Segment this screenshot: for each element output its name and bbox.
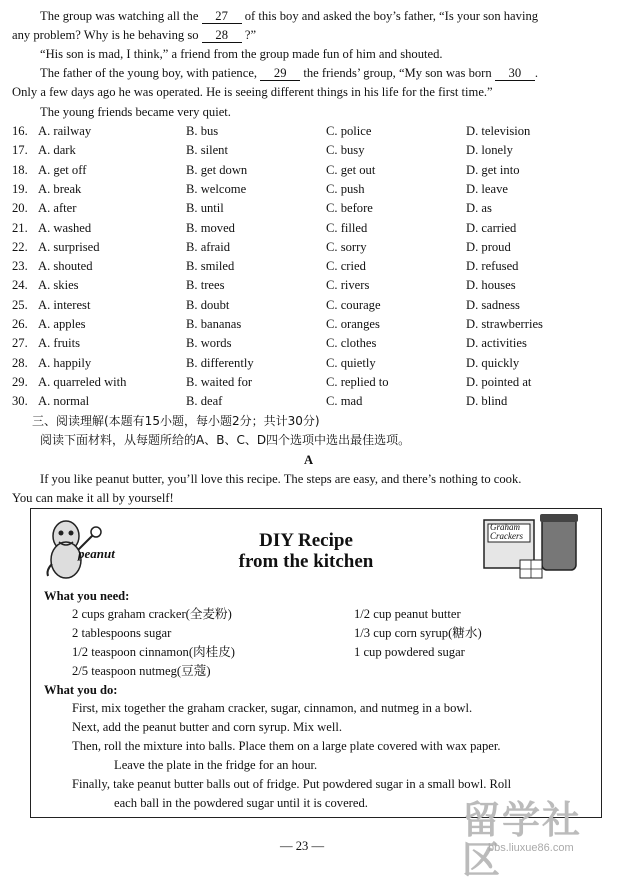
option-d: D. refused — [466, 259, 519, 274]
step-line: Leave the plate in the fridge for an hour. — [114, 758, 318, 772]
section-instruction: 阅读下面材料，从每题所给的A、B、C、D四个选项中选出最佳选项。 — [40, 433, 411, 447]
option-b: B. smiled — [186, 259, 235, 274]
section-heading: 三、阅读理解(本题有15小题，每小题2分；共计30分) — [32, 414, 320, 428]
option-a: A. shouted — [38, 259, 93, 274]
option-a: A. fruits — [38, 336, 80, 351]
question-number: 21. — [12, 220, 28, 235]
ingredient-item: 1/2 teaspoon cinnamon(肉桂皮) — [72, 645, 235, 659]
option-c: C. get out — [326, 162, 376, 177]
option-a: A. quarreled with — [38, 374, 127, 389]
blank-28: 28 — [202, 29, 242, 43]
option-a: A. get off — [38, 162, 87, 177]
ingredient-item: 2/5 teaspoon nutmeg(豆蔻) — [72, 664, 211, 678]
option-b: B. welcome — [186, 181, 247, 196]
passage-line-4: The father of the young boy, with patience, 29 the friends’ group, “My son was born 30 . — [40, 66, 538, 80]
option-b: B. doubt — [186, 297, 230, 312]
question-number: 19. — [12, 181, 28, 196]
option-c: C. oranges — [326, 317, 380, 331]
passage-line-6: The young friends became very quiet. — [40, 105, 231, 119]
option-d: D. pointed at — [466, 374, 532, 389]
option-b: B. bananas — [186, 317, 242, 331]
option-d: D. quickly — [466, 355, 520, 370]
option-c: C. replied to — [326, 374, 389, 389]
question-number: 28. — [12, 355, 28, 370]
option-d: D. leave — [466, 181, 508, 196]
option-d: D. get into — [466, 162, 520, 177]
blank-30: 30 — [495, 67, 535, 81]
option-a: A. skies — [38, 278, 79, 293]
option-a: A. dark — [38, 143, 76, 158]
step-line: Finally, take peanut butter balls out of fridge. Put powdered sugar in a small bowl. Roll — [72, 777, 512, 791]
blank-27: 27 — [202, 10, 242, 24]
question-number: 27. — [12, 336, 28, 351]
ingredient-item: 1/3 cup corn syrup(糖水) — [354, 626, 482, 640]
ingredient-item: 1 cup powdered sugar — [354, 645, 465, 659]
recipe-title-line-2: from the kitchen — [238, 551, 374, 572]
step-line: Next, add the peanut butter and corn syrup. Mix well. — [72, 720, 342, 734]
question-number: 29. — [12, 374, 28, 389]
recipe-title-line-1: DIY Recipe — [259, 530, 353, 551]
option-b: B. silent — [186, 143, 228, 158]
question-number: 16. — [12, 124, 28, 138]
option-c: C. busy — [326, 143, 365, 158]
ingredient-item: 2 cups graham cracker(全麦粉) — [72, 607, 232, 621]
ingredient-item: 2 tablespoons sugar — [72, 626, 172, 640]
step-line: Then, roll the mixture into balls. Place them on a large plate covered with wax paper. — [72, 739, 501, 753]
option-b: B. trees — [186, 278, 225, 293]
question-number: 18. — [12, 162, 28, 177]
option-d: D. blind — [466, 394, 508, 409]
box-label-1: Graham — [490, 522, 521, 532]
option-a: A. railway — [38, 124, 92, 138]
option-a: A. happily — [38, 355, 92, 370]
option-d: D. as — [466, 201, 492, 216]
passage-label: A — [304, 453, 314, 467]
option-a: A. surprised — [38, 239, 100, 254]
question-number: 25. — [12, 297, 28, 312]
option-b: B. waited for — [186, 374, 253, 389]
option-d: D. television — [466, 124, 531, 138]
option-c: C. quietly — [326, 355, 376, 370]
question-number: 30. — [12, 394, 28, 409]
option-d: D. lonely — [466, 143, 513, 158]
option-c: C. push — [326, 181, 365, 196]
option-d: D. houses — [466, 278, 516, 293]
question-number: 26. — [12, 317, 28, 331]
ingredient-item: 1/2 cup peanut butter — [354, 607, 461, 621]
option-b: B. afraid — [186, 239, 231, 254]
question-number: 24. — [12, 278, 28, 293]
option-c: C. rivers — [326, 278, 370, 293]
intro-line-2: You can make it all by yourself! — [12, 491, 174, 505]
option-c: C. clothes — [326, 336, 377, 351]
option-d: D. sadness — [466, 297, 520, 312]
option-a: A. break — [38, 181, 82, 196]
option-c: C. cried — [326, 259, 366, 274]
option-c: C. sorry — [326, 239, 367, 254]
option-b: B. moved — [186, 220, 235, 235]
blank-29: 29 — [260, 67, 300, 81]
need-heading: What you need: — [44, 589, 130, 603]
passage-line-2: any problem? Why is he behaving so 28 ?” — [12, 28, 257, 42]
question-number: 17. — [12, 143, 28, 158]
page-number: — 23 — — [280, 839, 325, 853]
do-heading: What you do: — [44, 683, 118, 697]
option-c: C. police — [326, 124, 372, 138]
passage-line-1: The group was watching all the 27 of this boy and asked the boy’s father, “Is your son having — [40, 9, 539, 23]
option-a: A. apples — [38, 317, 86, 331]
question-number: 23. — [12, 259, 28, 274]
option-c: C. courage — [326, 297, 381, 312]
option-b: B. bus — [186, 124, 219, 138]
step-line: First, mix together the graham cracker, sugar, cinnamon, and nutmeg in a bowl. — [72, 701, 473, 715]
option-a: A. washed — [38, 220, 92, 235]
watermark-url: bbs.liuxue86.com — [488, 842, 574, 854]
watermark-logo: 留学社区 — [462, 798, 583, 882]
step-line: each ball in the powdered sugar until it is covered. — [114, 796, 368, 810]
option-b: B. words — [186, 336, 232, 351]
option-d: D. carried — [466, 220, 517, 235]
intro-line-1: If you like peanut butter, you’ll love this recipe. The steps are easy, and there’s nothing to cook. — [40, 472, 522, 486]
option-d: D. strawberries — [466, 317, 543, 331]
box-label-2: Crackers — [490, 531, 523, 541]
option-c: C. before — [326, 201, 373, 216]
option-b: B. deaf — [186, 394, 223, 409]
option-b: B. until — [186, 201, 224, 216]
option-b: B. get down — [186, 162, 248, 177]
passage-line-5: Only a few days ago he was operated. He is seeing different things in his life for the first time.” — [12, 85, 493, 99]
question-number: 20. — [12, 201, 28, 216]
option-a: A. interest — [38, 297, 91, 312]
option-d: D. activities — [466, 336, 527, 351]
peanut-logo-text: peanut — [78, 546, 115, 561]
option-d: D. proud — [466, 239, 511, 254]
option-a: A. after — [38, 201, 77, 216]
option-c: C. filled — [326, 220, 368, 235]
question-number: 22. — [12, 239, 28, 254]
passage-line-3: “His son is mad, I think,” a friend from the group made fun of him and shouted. — [40, 47, 443, 61]
option-c: C. mad — [326, 394, 363, 409]
option-b: B. differently — [186, 355, 254, 370]
option-a: A. normal — [38, 394, 90, 409]
